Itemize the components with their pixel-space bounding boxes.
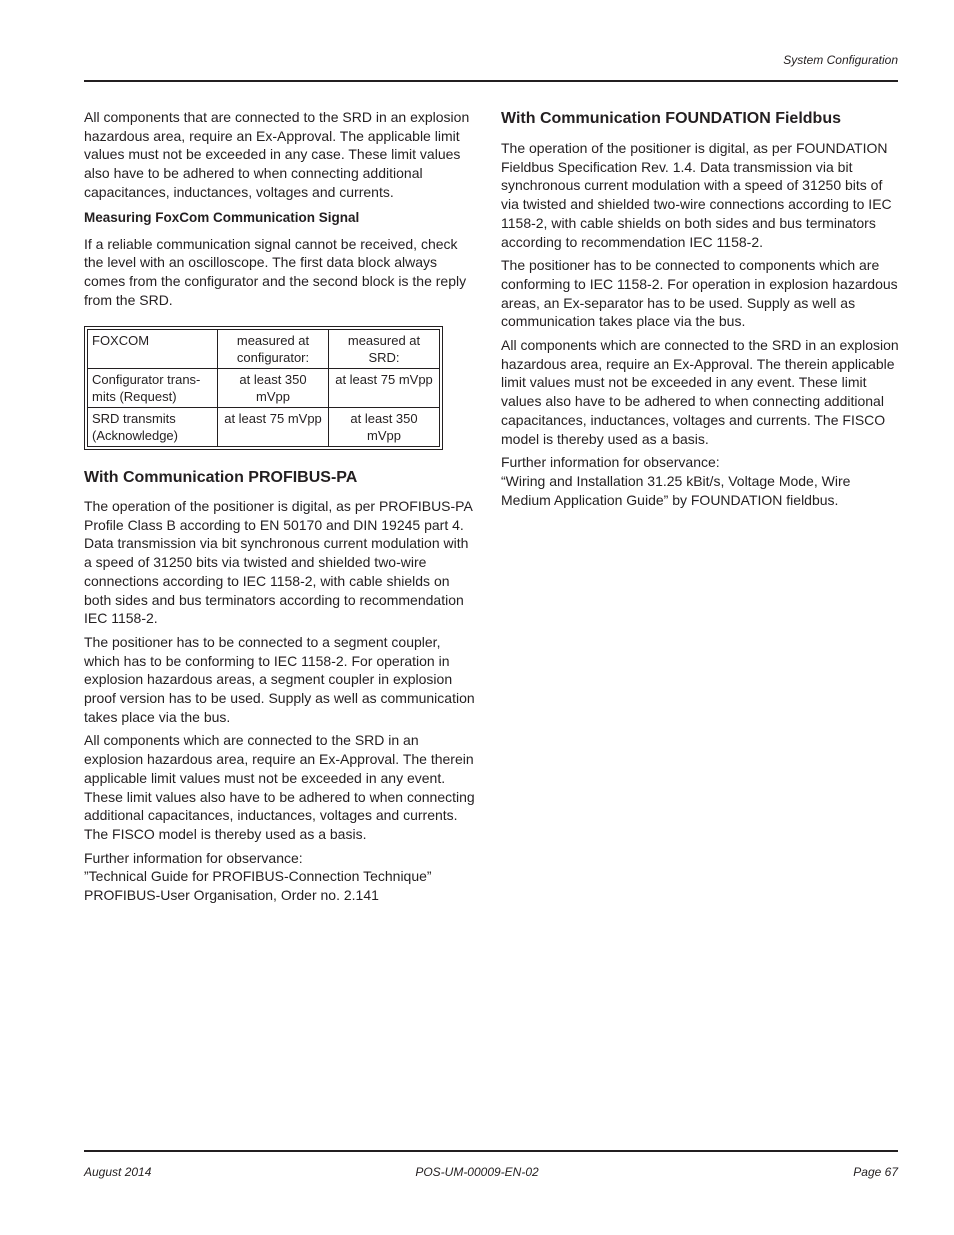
footer-date: August 2014 — [84, 1165, 152, 1179]
profibus-paragraph-1: The operation of the positioner is digital, as per PROFIBUS-PA Profile Class B according to EN 50170 and DIN 19245 part 4. Data transmission via bit synchronous current modulation with a speed of 31250 bits via twisted and shielded two-wire connections according to IEC 1158-2, with cable shields on both sides and bus terminators according to recommendation IEC 1158-2. — [84, 498, 473, 627]
profibus-paragraph-3: All components which are connected to the SRD in an explosion hazardous area, require an Ex-Approval. The therein applicable limit values must not be exceeded in any event. These limit values also have to be adhered to when connecting additional capacitances, inductances, voltages and currents. The FISCO model is thereby used as a basis. — [84, 732, 475, 842]
footer-rule — [84, 1150, 898, 1152]
ff-paragraph-1: The operation of the positioner is digital, as per FOUNDATION Fieldbus Specification Rev. 1.4. Data transmission via bit synchronous current modulation with a speed of 31250 bits of via twisted and shielded two-wire connections according to IEC 1158-2, with cable shields on both sides and bus terminators according to recommendation IEC 1158-2. — [501, 140, 892, 250]
left-column — [84, 108, 480, 910]
further-info-reference: ”Technical Guide for PROFIBUS-Connection Technique” PROFIBUS-User Organisation, Order no. 2.141 — [84, 868, 432, 904]
running-header: System Configuration — [783, 53, 898, 67]
further-info-label: Further information for observance: — [84, 849, 303, 866]
header-rule — [84, 80, 898, 82]
ff-further-info — [501, 453, 899, 509]
table-cell: measured at SRD: — [329, 330, 440, 369]
profibus-paragraph-2: The positioner has to be connected to a segment coupler, which has to be conforming to IEC 1158-2. For operation in explosion hazardous areas, a segment coupler in explosion proof version has to be used. Supply as well as communication takes place via the bus. — [84, 633, 475, 725]
table-cell: FOXCOM — [88, 330, 218, 369]
intro-paragraph: All components that are connected to the SRD in an explosion hazardous area, require an Ex-Approval. The applicable limit values must not be exceeded in any case. These limit values also have to be adhered to when connecting additional capacitances, inductances, voltages and currents. — [84, 109, 470, 200]
foxcom-table — [87, 329, 440, 447]
measuring-paragraph: If a reliable communication signal cannot be received, check the level with an oscilloscope. The first data block always comes from the configurator and the second block is the reply from the SRD. — [84, 235, 467, 308]
profibus-further-info — [84, 849, 480, 905]
footer-doc-id: POS-UM-00009-EN-02 — [415, 1165, 539, 1179]
table-row — [88, 408, 440, 447]
foxcom-table-frame — [84, 326, 443, 450]
table-cell: at least 75 mVpp — [218, 408, 329, 447]
footer-page-number: Page 67 — [853, 1165, 898, 1179]
table-cell: Configurator trans-mits (Request) — [88, 369, 218, 408]
table-cell: at least 350 mVpp — [218, 369, 329, 408]
foundation-fieldbus-heading: With Communication FOUNDATION Fieldbus — [501, 110, 841, 127]
table-row — [88, 369, 440, 408]
table-cell: SRD transmits (Acknowledge) — [88, 408, 218, 447]
table-cell: at least 350 mVpp — [329, 408, 440, 447]
table-cell: measured at configurator: — [218, 330, 329, 369]
table-cell: at least 75 mVpp — [329, 369, 440, 408]
ff-paragraph-3: All components which are connected to the SRD in an explosion hazardous area, require an Ex-Approval. The therein applicable limit values must not be exceeded in any event. These limit values also have to be adhered to when connecting additional capacitances, inductances, voltages and currents. The FISCO model is thereby used as a basis. — [501, 337, 899, 447]
further-info-reference: “Wiring and Installation 31.25 kBit/s, Voltage Mode, Wire Medium Application Guide” by FOUNDATION fieldbus. — [501, 472, 851, 508]
ff-paragraph-2: The positioner has to be connected to components which are conforming to IEC 1158-2. For operation in explosion hazardous areas, an Ex-separator has to be used. Supply as well as communication takes place via the bus. — [501, 257, 898, 330]
further-info-label: Further information for observance: — [501, 454, 720, 471]
measuring-heading: Measuring FoxCom Communication Signal — [84, 209, 360, 225]
table-header-row — [88, 330, 440, 369]
profibus-heading: With Communication PROFIBUS-PA — [84, 469, 358, 487]
right-column — [501, 108, 899, 514]
